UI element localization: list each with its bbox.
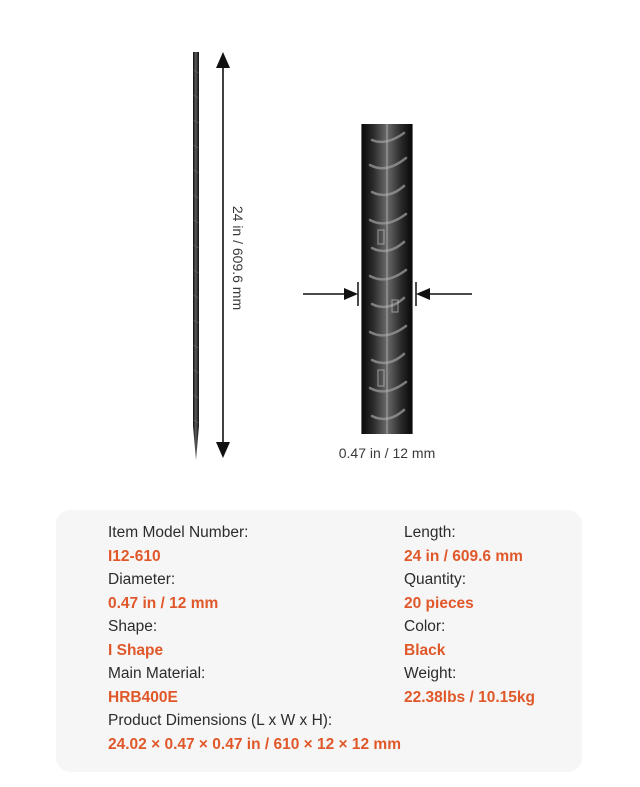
spec-shape [108, 615, 163, 662]
spec-color-label: Color: [404, 618, 446, 635]
spec-weight-label: Weight: [404, 665, 457, 682]
spec-diameter-label: Diameter: [108, 571, 176, 588]
spec-card [56, 510, 582, 772]
spec-material-value: HRB400E [108, 688, 178, 706]
spec-model [108, 521, 248, 568]
spec-diameter-value: 0.47 in / 12 mm [108, 594, 219, 612]
spec-material-label: Main Material: [108, 665, 206, 682]
spec-shape-label: Shape: [108, 618, 158, 635]
length-dimension-label: 24 in / 609.6 mm [230, 205, 246, 311]
spec-model-value: I12-610 [108, 547, 161, 565]
spec-product-dimensions-value: 24.02 × 0.47 × 0.47 in / 610 × 12 × 12 mm [108, 735, 401, 753]
length-arrow [216, 52, 230, 458]
spec-weight-value: 22.38lbs / 10.15kg [404, 688, 535, 706]
diameter-dimension-label: 0.47 in / 12 mm [338, 445, 436, 461]
stake-rod [193, 52, 199, 460]
spec-length-label: Length: [404, 524, 456, 541]
spec-quantity-label: Quantity: [404, 571, 467, 588]
spec-weight [404, 662, 535, 709]
spec-length [404, 521, 523, 568]
spec-model-label: Item Model Number: [108, 524, 249, 541]
spec-color [404, 615, 445, 662]
spec-quantity-value: 20 pieces [404, 594, 474, 612]
spec-quantity [404, 568, 474, 615]
spec-material [108, 662, 205, 709]
spec-product-dimensions-label: Product Dimensions (L x W x H): [108, 712, 333, 729]
spec-length-value: 24 in / 609.6 mm [404, 547, 523, 565]
spec-diameter [108, 568, 218, 615]
spec-shape-value: I Shape [108, 641, 164, 659]
rebar-closeup [362, 124, 412, 434]
spec-color-value: Black [404, 641, 446, 659]
spec-product-dimensions [108, 709, 401, 756]
